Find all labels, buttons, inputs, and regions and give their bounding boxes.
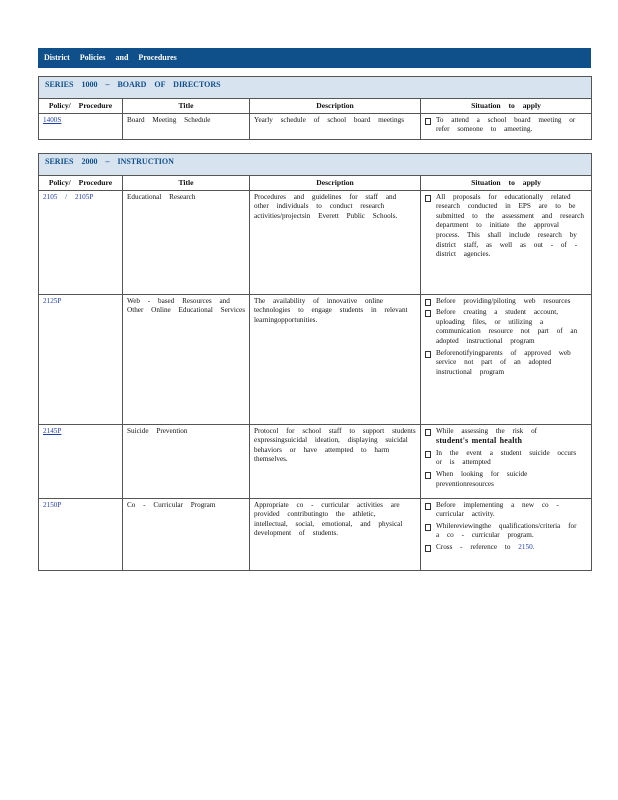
page-banner: District Policies and Procedures	[38, 48, 591, 68]
row-title: Co - Curricular Program	[123, 498, 250, 570]
checkbox-icon	[425, 351, 431, 358]
situation-item: Before providing/piloting web resources	[425, 297, 587, 307]
table-row	[39, 498, 592, 570]
row-description: Appropriate co - curricular activities are provided contributingto the athletic, intellectual, social, emotional, and physical development of students.	[250, 498, 421, 570]
checkbox-icon	[425, 524, 431, 531]
checkbox-icon	[425, 299, 431, 306]
col-policy: Policy/ Procedure	[39, 176, 123, 191]
table-row	[39, 294, 592, 424]
checkbox-icon	[425, 451, 431, 458]
col-situation: Situation to apply	[421, 176, 592, 191]
row-description: Procedures and guidelines for staff and other individuals to conduct research activities/projectsin Everett Public Schools.	[250, 190, 421, 294]
policy-link-2150p[interactable]: 2150P	[43, 500, 62, 509]
row-title: Board Meeting Schedule	[123, 113, 250, 139]
row-title: Suicide Prevention	[123, 424, 250, 498]
checkbox-icon	[425, 195, 431, 202]
checkbox-icon	[425, 310, 431, 317]
table-row	[39, 113, 592, 139]
checkbox-icon	[425, 118, 431, 125]
checkbox-icon	[425, 503, 431, 510]
col-description: Description	[250, 176, 421, 191]
situation-item: Before creating a student account, uploading files, or utilizing a communication resource not part of an adopted instructional program	[425, 308, 587, 346]
column-header-row	[39, 176, 592, 191]
row-description: Yearly schedule of school board meetings	[250, 113, 421, 139]
checkbox-icon	[425, 429, 431, 436]
col-policy: Policy/ Procedure	[39, 99, 123, 114]
situation-item: Before implementing a new co - curricular activity.	[425, 501, 587, 520]
series-2000-heading: SERIES 2000 – INSTRUCTION	[39, 154, 592, 176]
table-row	[39, 424, 592, 498]
situation-item: Beforenotifyingparents of approved web service not part of an adopted instructional program	[425, 349, 587, 378]
column-header-row	[39, 99, 592, 114]
series-2000-table	[38, 153, 592, 571]
situation-item: All proposals for educationally related research conducted in EPS are to be submitted to the assessment and research department to initiate the approval process. This shall include research by district staff, as well as out - of - district agencies.	[425, 193, 587, 260]
situation-item: Whilereviewingthe qualifications/criteria for a co - curricular program.	[425, 522, 587, 541]
row-description: The availability of innovative online technologies to engage students in relevant learningopportunities.	[250, 294, 421, 424]
row-title: Educational Research	[123, 190, 250, 294]
situation-item: When looking for suicide preventionresources	[425, 470, 587, 489]
cross-reference-link[interactable]: 2150.	[518, 542, 535, 551]
situation-item: To attend a school board meeting or refer someone to ameeting.	[425, 116, 587, 135]
col-title: Title	[123, 99, 250, 114]
series-1000-table	[38, 76, 592, 140]
table-row	[39, 190, 592, 294]
policy-link-2105[interactable]: 2105 / 2105P	[43, 192, 94, 201]
policy-link-2125p[interactable]: 2125P	[43, 296, 62, 305]
col-description: Description	[250, 99, 421, 114]
situation-item: Cross - reference to 2150.	[425, 543, 587, 553]
checkbox-icon	[425, 472, 431, 479]
situation-item: While assessing the risk of student's mental health	[425, 427, 587, 447]
row-title: Web - based Resources and Other Online Educational Services	[123, 294, 250, 424]
col-situation: Situation to apply	[421, 99, 592, 114]
policy-link-2145p[interactable]: 2145P	[43, 426, 62, 435]
policy-link-1400s[interactable]: 1400S	[43, 115, 62, 124]
row-description: Protocol for school staff to support students expressingsuicidal ideation, displaying suicidal behaviors or have attempted to harm themselves.	[250, 424, 421, 498]
series-1000-heading: SERIES 1000 – BOARD OF DIRECTORS	[39, 77, 592, 99]
situation-item: In the event a student suicide occurs or is attempted	[425, 449, 587, 468]
col-title: Title	[123, 176, 250, 191]
checkbox-icon	[425, 545, 431, 552]
